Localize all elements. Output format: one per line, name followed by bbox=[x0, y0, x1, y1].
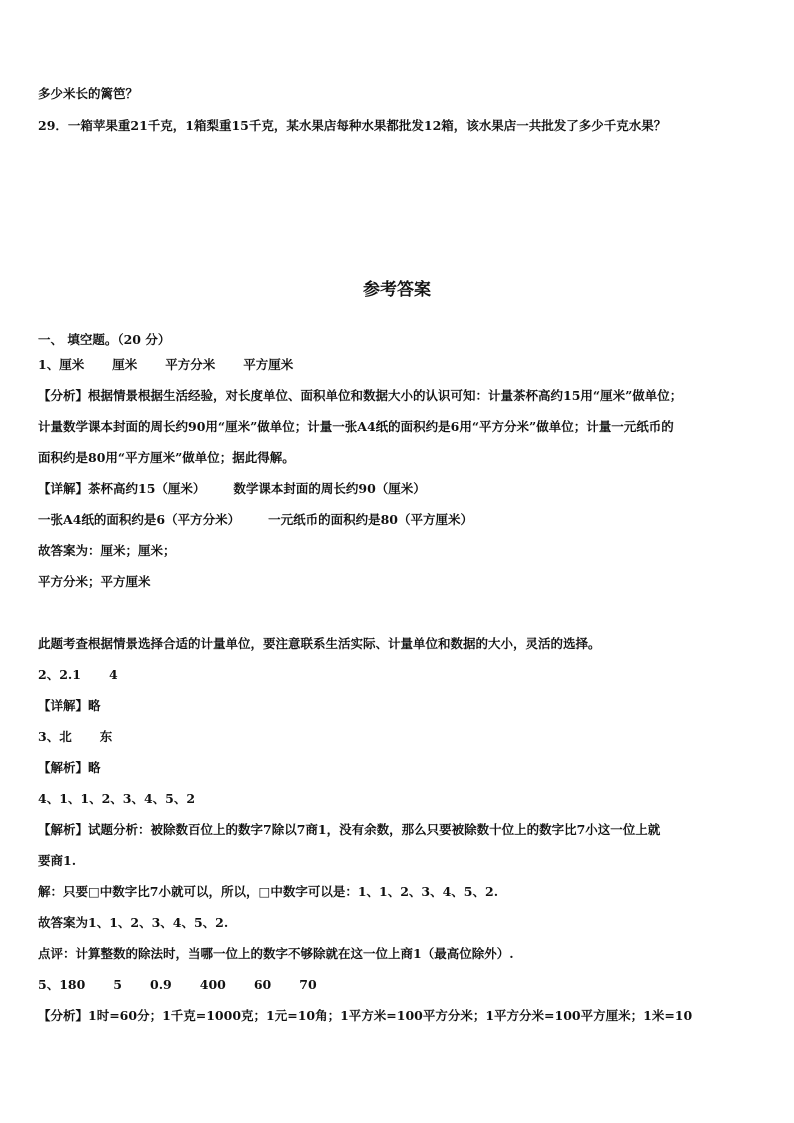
answer-2-part: 4 bbox=[108, 667, 118, 682]
answer-2-part: 2、2.1 bbox=[38, 667, 81, 682]
answer-1-conclusion: 故答案为：厘米；厘米； bbox=[38, 543, 176, 558]
answer-5-part: 0.9 bbox=[150, 977, 172, 992]
answer-1-detail-part: 一张A4纸的面积约是6（平方分米） bbox=[38, 512, 241, 527]
answer-5-part: 5 bbox=[113, 977, 122, 992]
answer-5 bbox=[38, 975, 317, 993]
answer-1-part: 平方厘米 bbox=[243, 357, 294, 372]
answer-1 bbox=[38, 355, 293, 373]
answer-1-note: 此题考查根据情景选择合适的计量单位，要注意联系生活实际、计量单位和数据的大小，灵活的选择。 bbox=[38, 636, 601, 651]
answer-4-conclusion: 故答案为1、1、2、3、4、5、2. bbox=[38, 915, 229, 930]
answer-1-analysis: 面积约是80用“平方厘米”做单位；据此得解。 bbox=[38, 450, 295, 465]
answer-3-explanation: 【解析】略 bbox=[38, 760, 101, 775]
answer-4-explanation: 要商1. bbox=[38, 853, 77, 868]
answer-1-detail bbox=[38, 510, 473, 528]
question-28-tail: 多少米长的篱笆？ bbox=[38, 86, 139, 101]
fill-blank-heading: 一、 填空题。（20 分） bbox=[38, 332, 171, 347]
answer-4-solution: 解：只要□中数字比7小就可以，所以，□中数字可以是：1、1、2、3、4、5、2. bbox=[38, 884, 499, 899]
answer-1-analysis: 计量数学课本封面的周长约90用“厘米”做单位；计量一张A4纸的面积约是6用“平方分米”做单位；计量一元纸币的 bbox=[38, 419, 674, 434]
answer-5-part: 70 bbox=[299, 977, 317, 992]
answer-2-detail: 【详解】略 bbox=[38, 698, 101, 713]
section-title: 参考答案 bbox=[363, 280, 431, 300]
answer-4-explanation: 【解析】试题分析：被除数百位上的数字7除以7商1，没有余数，那么只要被除数十位上的数字比7小这一位上就 bbox=[38, 822, 661, 837]
answer-1-part: 厘米 bbox=[112, 357, 138, 372]
answer-1-part: 平方分米 bbox=[165, 357, 216, 372]
answer-1-detail-part: 数学课本封面的周长约90（厘米） bbox=[233, 481, 426, 496]
answer-1-part: 1、厘米 bbox=[38, 357, 85, 372]
answer-5-part: 5、180 bbox=[38, 977, 86, 992]
answer-1-analysis: 【分析】根据情景根据生活经验，对长度单位、面积单位和数据大小的认识可知：计量茶杯高约15用“厘米”做单位； bbox=[38, 388, 683, 403]
answer-1-detail-part: 【详解】茶杯高约15（厘米） bbox=[38, 481, 206, 496]
answer-1-detail-part: 一元纸币的面积约是80（平方厘米） bbox=[268, 512, 474, 527]
answer-4: 4、1、1、2、3、4、5、2 bbox=[38, 791, 196, 806]
answer-3-part: 东 bbox=[99, 729, 113, 744]
answer-1-conclusion: 平方分米；平方厘米 bbox=[38, 574, 151, 589]
answer-5-part: 400 bbox=[199, 977, 226, 992]
answer-1-detail bbox=[38, 479, 426, 497]
answer-3 bbox=[38, 727, 112, 745]
answer-5-analysis: 【分析】1时=60分；1千克=1000克；1元=10角；1平方米=100平方分米；1平方分米=100平方厘米；1米=10 bbox=[38, 1008, 693, 1023]
answer-2 bbox=[38, 665, 118, 683]
answer-4-comment: 点评：计算整数的除法时，当哪一位上的数字不够除就在这一位上商1（最高位除外）. bbox=[38, 946, 514, 961]
answer-3-part: 3、北 bbox=[38, 729, 72, 744]
question-29: 29．一箱苹果重21千克，1箱梨重15千克，某水果店每种水果都批发12箱，该水果店一共批发了多少千克水果？ bbox=[38, 118, 667, 133]
answer-5-part: 60 bbox=[253, 977, 272, 992]
